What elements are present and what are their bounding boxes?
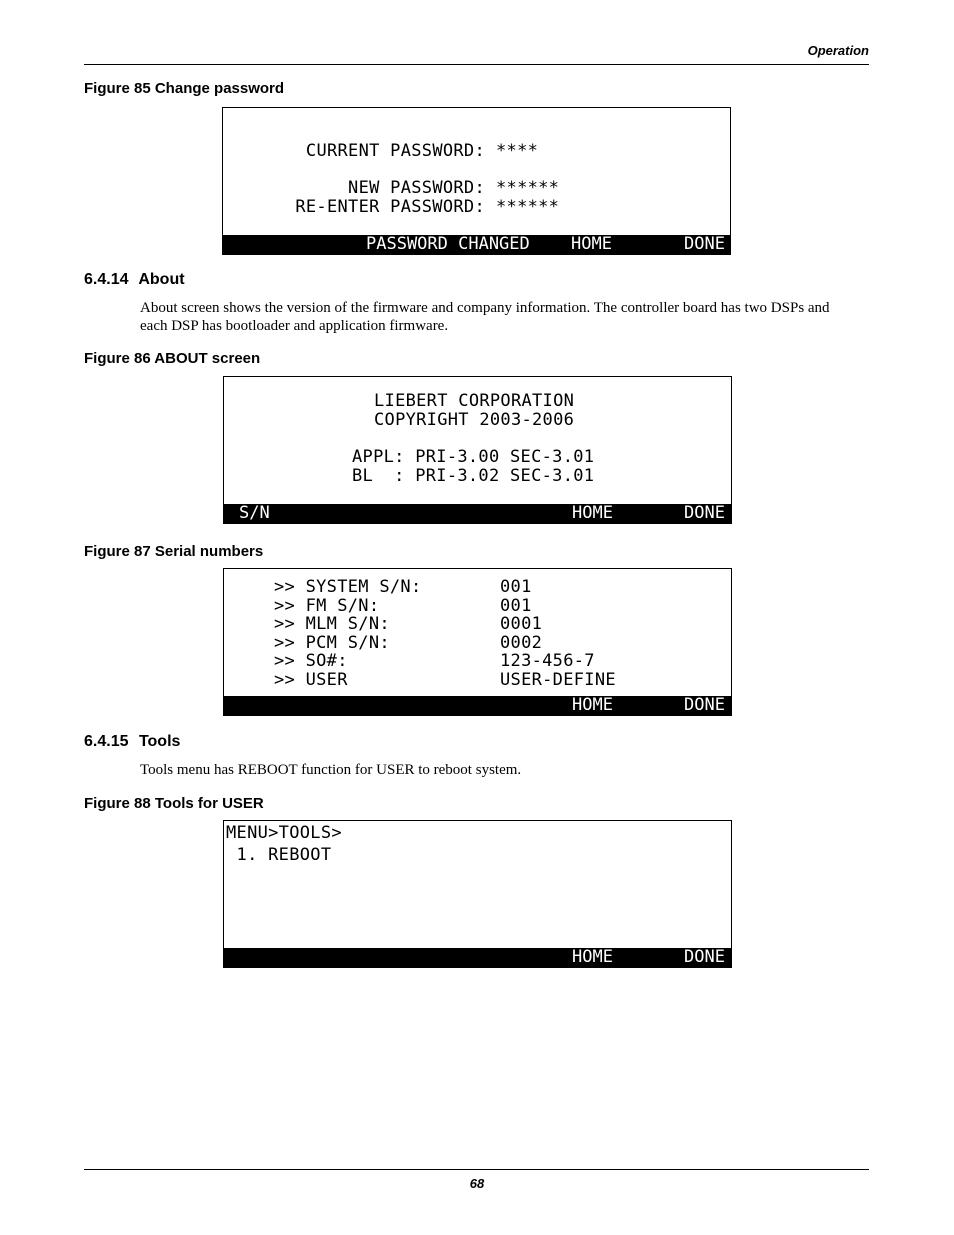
section-number: 6.4.14	[84, 271, 129, 288]
password-changed-status: PASSWORD CHANGED	[366, 234, 530, 254]
done-softkey[interactable]: DONE	[684, 503, 725, 523]
softkey-bar	[224, 948, 731, 967]
figure-85-caption: Figure 85 Change password	[84, 80, 285, 97]
company-name: LIEBERT CORPORATION	[374, 391, 575, 411]
done-softkey[interactable]: DONE	[684, 234, 725, 254]
page-number: 68	[469, 1176, 485, 1191]
serial-value-user: USER-DEFINE	[500, 670, 616, 690]
header-section-label: Operation	[807, 43, 869, 58]
change-password-screen	[222, 107, 731, 255]
reboot-menu-item[interactable]: 1. REBOOT	[226, 845, 332, 865]
serial-value-fm: 001	[500, 596, 532, 616]
figure-86-caption: Figure 86 ABOUT screen	[84, 350, 261, 367]
about-description: About screen shows the version of the firmware and company information. The controller board has two DSPs and each DSP has bootloader and application firmware.	[140, 300, 830, 334]
section-6-4-14-heading	[84, 271, 185, 289]
current-password-value: ****	[496, 141, 539, 161]
softkey-bar	[223, 235, 730, 254]
reenter-password-label: RE-ENTER PASSWORD:	[295, 197, 485, 217]
current-password-label: CURRENT PASSWORD:	[305, 141, 485, 161]
section-6-4-15-heading	[84, 733, 180, 751]
about-screen	[223, 376, 732, 524]
serial-label-pcm: >> PCM S/N:	[274, 633, 390, 653]
copyright: COPYRIGHT 2003-2006	[374, 410, 575, 430]
section-title: Tools	[138, 733, 181, 750]
softkey-bar	[224, 504, 731, 523]
tools-description: Tools menu has REBOOT function for USER to reboot system.	[140, 762, 522, 778]
new-password-value: ******	[496, 178, 560, 198]
home-softkey[interactable]: HOME	[572, 947, 613, 967]
figure-88-caption: Figure 88 Tools for USER	[84, 795, 264, 812]
home-softkey[interactable]: HOME	[571, 234, 612, 254]
bootloader-version: BL : PRI-3.02 SEC-3.01	[352, 466, 595, 486]
serial-label-user: >> USER	[274, 670, 348, 690]
done-softkey[interactable]: DONE	[684, 695, 725, 715]
serial-value-mlm: 0001	[500, 614, 543, 634]
serial-value-pcm: 0002	[500, 633, 543, 653]
reenter-password-value: ******	[496, 197, 560, 217]
serial-label-so: >> SO#:	[274, 651, 348, 671]
serial-label-mlm: >> MLM S/N:	[274, 614, 390, 634]
home-softkey[interactable]: HOME	[572, 695, 613, 715]
done-softkey[interactable]: DONE	[684, 947, 725, 967]
serial-label-system: >> SYSTEM S/N:	[274, 577, 422, 597]
sn-softkey[interactable]: S/N	[239, 503, 270, 523]
new-password-label: NEW PASSWORD:	[348, 178, 485, 198]
header-rule	[84, 64, 869, 65]
serial-value-system: 001	[500, 577, 532, 597]
figure-87-caption: Figure 87 Serial numbers	[84, 543, 264, 560]
tools-screen	[223, 820, 732, 968]
section-title: About	[138, 271, 185, 288]
serial-value-so: 123-456-7	[500, 651, 595, 671]
serial-label-fm: >> FM S/N:	[274, 596, 380, 616]
menu-breadcrumb: MENU>TOOLS>	[226, 823, 342, 843]
home-softkey[interactable]: HOME	[572, 503, 613, 523]
serial-numbers-screen	[223, 568, 732, 716]
section-number: 6.4.15	[84, 733, 129, 750]
application-version: APPL: PRI-3.00 SEC-3.01	[352, 447, 595, 467]
softkey-bar	[224, 696, 731, 715]
footer-rule	[84, 1169, 869, 1170]
